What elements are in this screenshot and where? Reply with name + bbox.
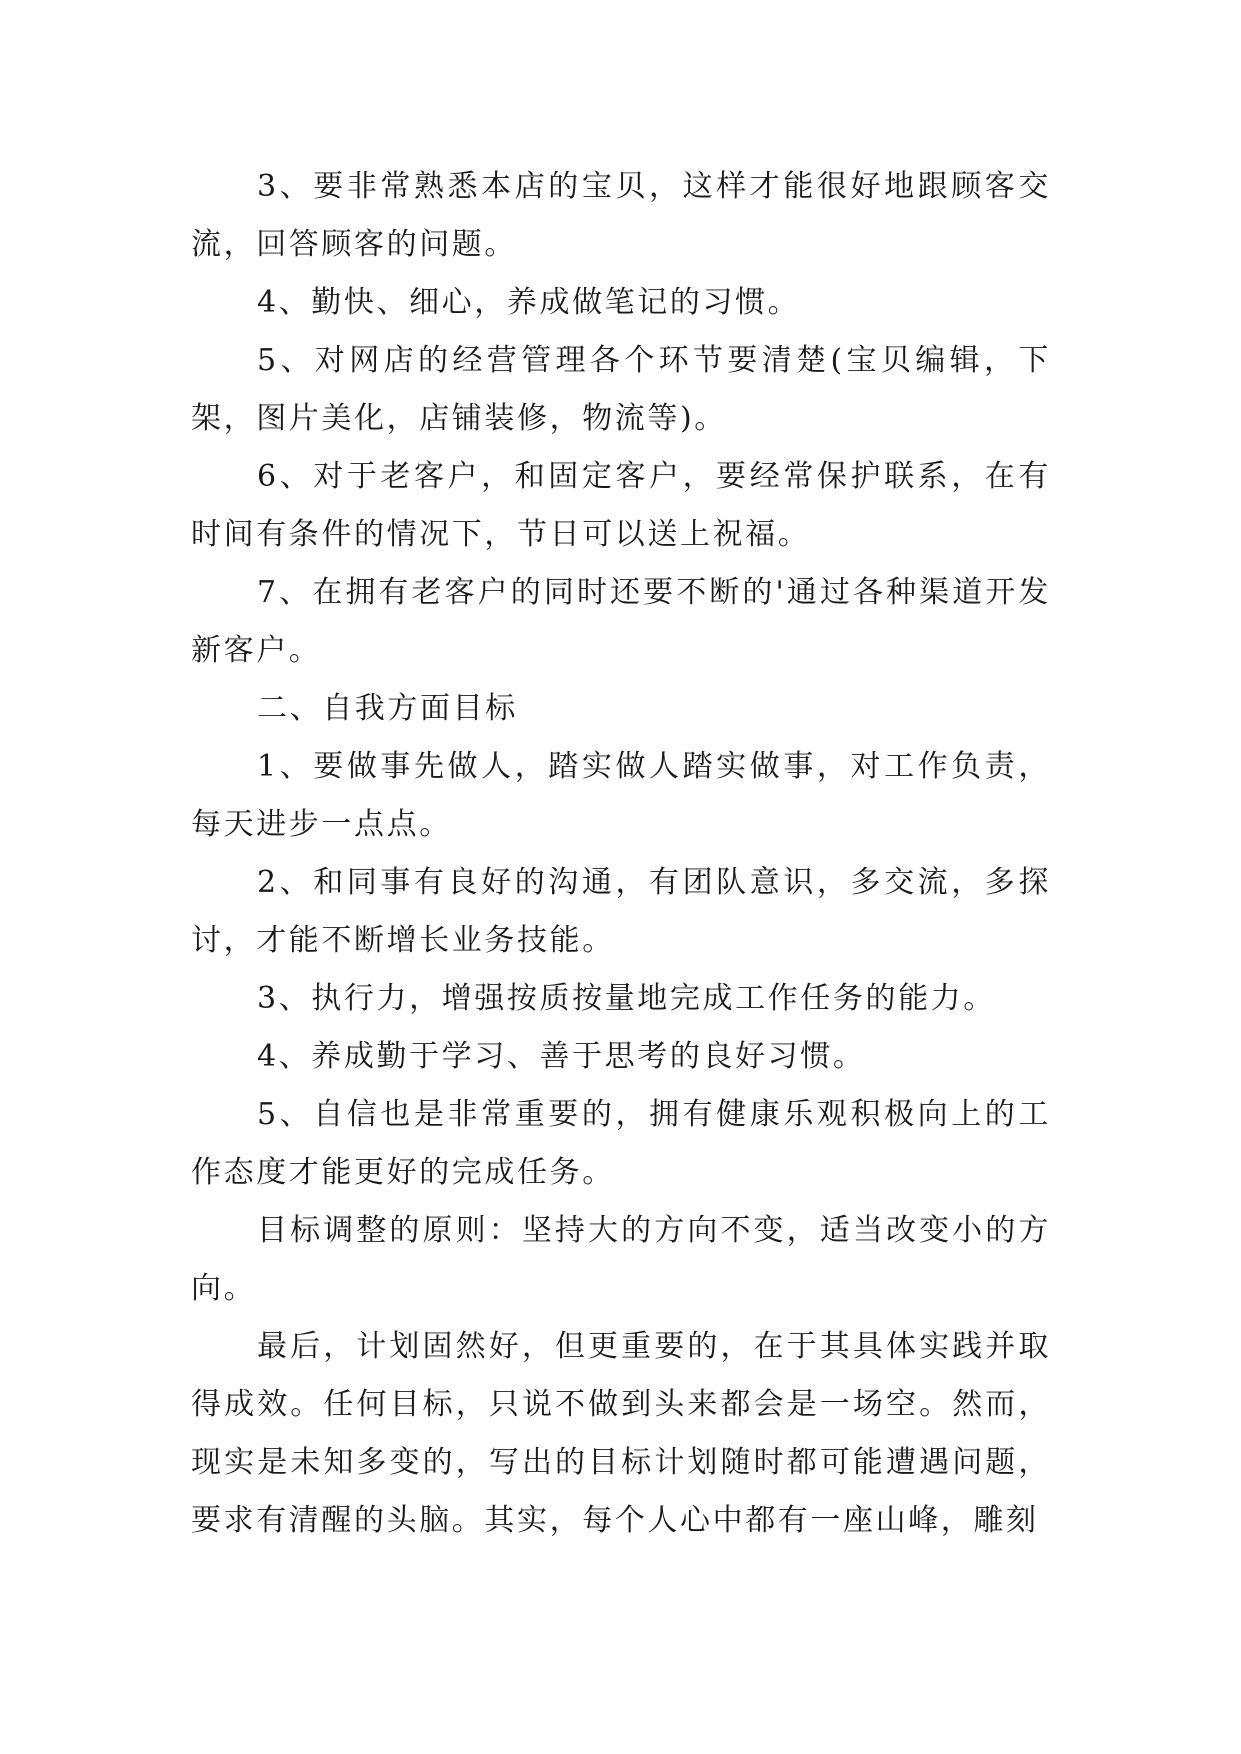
paragraph-self-item-3: 3、执行力，增强按质按量地完成工作任务的能力。 <box>257 981 996 1016</box>
paragraph-conclusion: 最后，计划固然好，但更重要的，在于其具体实践并取得成效。任何目标，只说不做到头来都会是一场空。然而，现实是未知多变的，写出的目标计划随时都可能遭遇问题，要求有清醒的头脑。其实，每个人心中都有一座山峰，雕刻 <box>191 1329 1051 1538</box>
paragraph-service-item-5: 5、对网店的经营管理各个环节要清楚(宝贝编辑，下架，图片美化，店铺装修，物流等)。 <box>191 343 1051 436</box>
document-body <box>191 158 1051 1550</box>
paragraph-service-item-7: 7、在拥有老客户的同时还要不断的'通过各种渠道开发新客户。 <box>191 575 1051 668</box>
paragraph-self-item-5: 5、自信也是非常重要的，拥有健康乐观积极向上的工作态度才能更好的完成任务。 <box>191 1097 1051 1190</box>
paragraph-adjustment-principle: 目标调整的原则：坚持大的方向不变，适当改变小的方向。 <box>191 1213 1051 1306</box>
paragraph-self-item-1: 1、要做事先做人，踏实做人踏实做事，对工作负责，每天进步一点点。 <box>191 749 1051 842</box>
paragraph-self-item-4: 4、养成勤于学习、善于思考的良好习惯。 <box>257 1039 866 1074</box>
paragraph-service-item-6: 6、对于老客户，和固定客户，要经常保护联系，在有时间有条件的情况下，节日可以送上祝福。 <box>191 459 1051 552</box>
paragraph-self-item-2: 2、和同事有良好的沟通，有团队意识，多交流，多探讨，才能不断增长业务技能。 <box>191 865 1051 958</box>
section-heading-self-goals: 二、自我方面目标 <box>257 691 518 726</box>
paragraph-service-item-4: 4、勤快、细心，养成做笔记的习惯。 <box>257 285 801 320</box>
paragraph-service-item-3: 3、要非常熟悉本店的宝贝，这样才能很好地跟顾客交流，回答顾客的问题。 <box>191 169 1051 262</box>
